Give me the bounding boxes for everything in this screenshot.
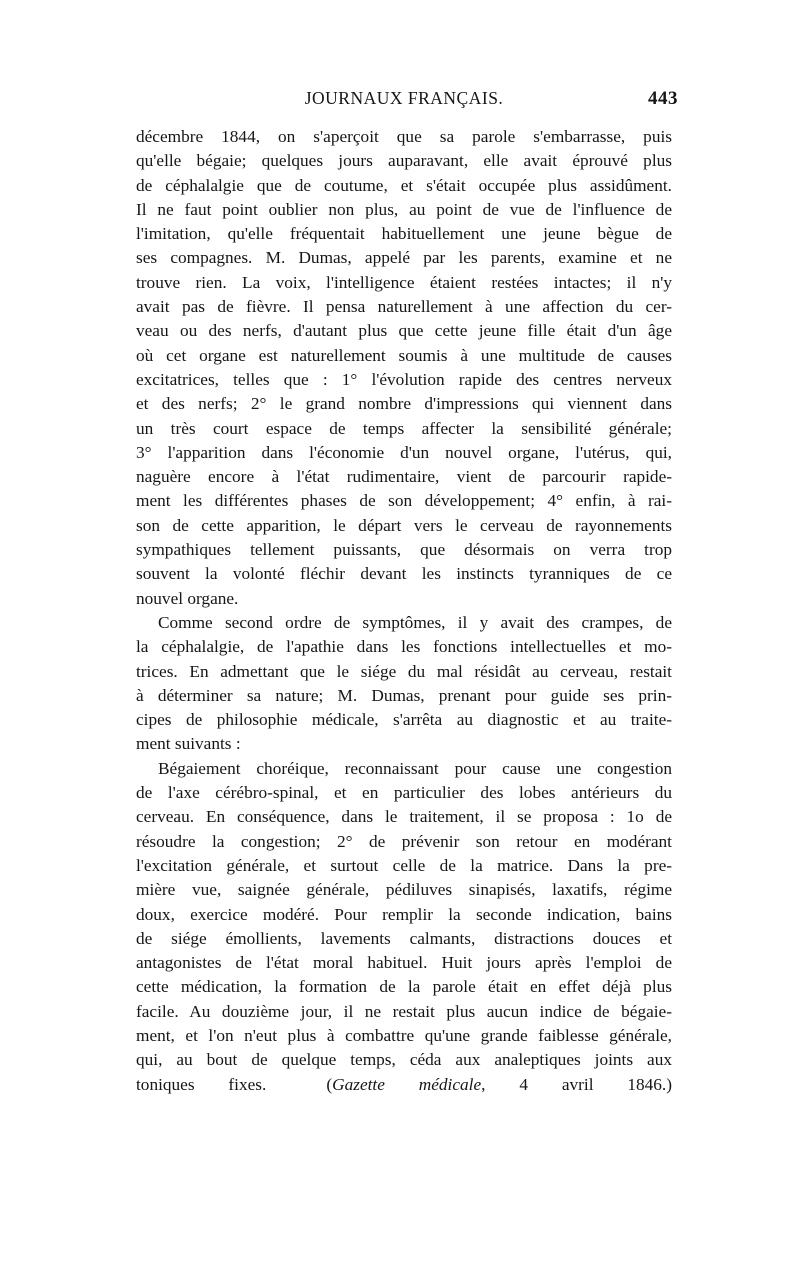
text-line: qui, au bout de quelque temps, céda aux analeptiques joints aux xyxy=(136,1050,672,1070)
text-line: excitatrices, telles que : 1° l'évolution rapide des centres nerveux xyxy=(136,369,672,389)
running-title: JOURNAUX FRANÇAIS. xyxy=(304,88,504,108)
citation xyxy=(326,1075,672,1094)
paragraph-end-line: nouvel organe. xyxy=(136,588,239,608)
text-line: ment, et l'on n'eut plus à combattre qu'une grande faiblesse générale, xyxy=(136,1025,672,1045)
text-line: facile. Au douzième jour, il ne restait plus aucun indice de bégaie- xyxy=(136,1001,672,1021)
text-line: résoudre la congestion; 2° de prévenir son retour en modérant xyxy=(136,831,672,851)
text-line: de siége émollients, lavements calmants, distractions douces et xyxy=(136,928,672,948)
text-line: ment les différentes phases de son développement; 4° enfin, à rai- xyxy=(136,491,672,511)
text-line: 3° l'apparition dans l'économie d'un nouvel organe, l'utérus, qui, xyxy=(136,442,672,462)
text-line: l'imitation, qu'elle fréquentait habituellement une jeune bègue de xyxy=(136,224,672,244)
text-line: souvent la volonté fléchir devant les instincts tyranniques de ce xyxy=(136,564,672,584)
text-line: où cet organe est naturellement soumis à une multitude de causes xyxy=(136,345,672,365)
paragraph-start-line: Bégaiement choréique, reconnaissant pour cause une congestion xyxy=(158,758,672,778)
text-line: un très court espace de temps affecter la sensibilité générale; xyxy=(136,418,672,438)
paragraph-start-line: Comme second ordre de symptômes, il y avait des crampes, de xyxy=(158,612,672,632)
text-line: cerveau. En conséquence, dans le traitement, il se proposa : 1o de xyxy=(136,807,672,827)
citation-line xyxy=(136,1073,672,1097)
text-line: sympathiques tellement puissants, que désormais on verra trop xyxy=(136,540,672,560)
text-line: Il ne faut point oublier non plus, au point de vue de l'influence de xyxy=(136,199,672,219)
text-line: cipes de philosophie médicale, s'arrêta au diagnostic et au traite- xyxy=(136,710,672,730)
text-line: veau ou des nerfs, d'autant plus que cette jeune fille était d'un âge xyxy=(136,321,672,341)
text-line: antagonistes de l'état moral habituel. Huit jours après l'emploi de xyxy=(136,953,672,973)
text-line: la céphalalgie, de l'apathie dans les fonctions intellectuelles et mo- xyxy=(136,637,672,657)
text-line: trouve rien. La voix, l'intelligence étaient restées intactes; il n'y xyxy=(136,272,672,292)
text-line: l'excitation générale, et surtout celle de la matrice. Dans la pre- xyxy=(136,855,672,875)
text-line: de céphalalgie que de coutume, et s'était occupée plus assidûment. xyxy=(136,175,672,195)
text-line: trices. En admettant que le siége du mal résidât au cerveau, restait xyxy=(136,661,672,681)
final-text: toniques fixes. xyxy=(136,1074,267,1094)
text-line: de l'axe cérébro-spinal, et en particulier des lobes antérieurs du xyxy=(136,783,672,803)
text-line: et des nerfs; 2° le grand nombre d'impressions qui viennent dans xyxy=(136,394,672,414)
paragraph-end-line: ment suivants : xyxy=(136,734,241,754)
text-line: son de cette apparition, le départ vers le cerveau de rayonnements xyxy=(136,515,672,535)
text-line: mière vue, saignée générale, pédiluves sinapisés, laxatifs, régime xyxy=(136,880,672,900)
text-line: qu'elle bégaie; quelques jours auparavant, elle avait éprouvé plus xyxy=(136,151,672,171)
page-number: 443 xyxy=(648,88,678,109)
text-line: cette médication, la formation de la parole était en effet déjà plus xyxy=(136,977,672,997)
text-line: naguère encore à l'état rudimentaire, vient de parcourir rapide- xyxy=(136,467,672,487)
text-line: décembre 1844, on s'aperçoit que sa parole s'embarrasse, puis xyxy=(136,127,672,146)
citation-open: ( xyxy=(326,1074,333,1094)
running-head xyxy=(130,88,678,118)
citation-journal: Gazette médicale xyxy=(332,1074,482,1094)
citation-date: , 4 avril 1846.) xyxy=(481,1074,672,1094)
text-line: à déterminer sa nature; M. Dumas, prenant pour guide ses prin- xyxy=(136,685,672,705)
text-line: ses compagnes. M. Dumas, appelé par les parents, examine et ne xyxy=(136,248,672,268)
body-text xyxy=(136,125,672,1097)
text-line: avait pas de fièvre. Il pensa naturellement à une affection du cer- xyxy=(136,297,672,317)
text-line: doux, exercice modéré. Pour remplir la seconde indication, bains xyxy=(136,904,672,924)
